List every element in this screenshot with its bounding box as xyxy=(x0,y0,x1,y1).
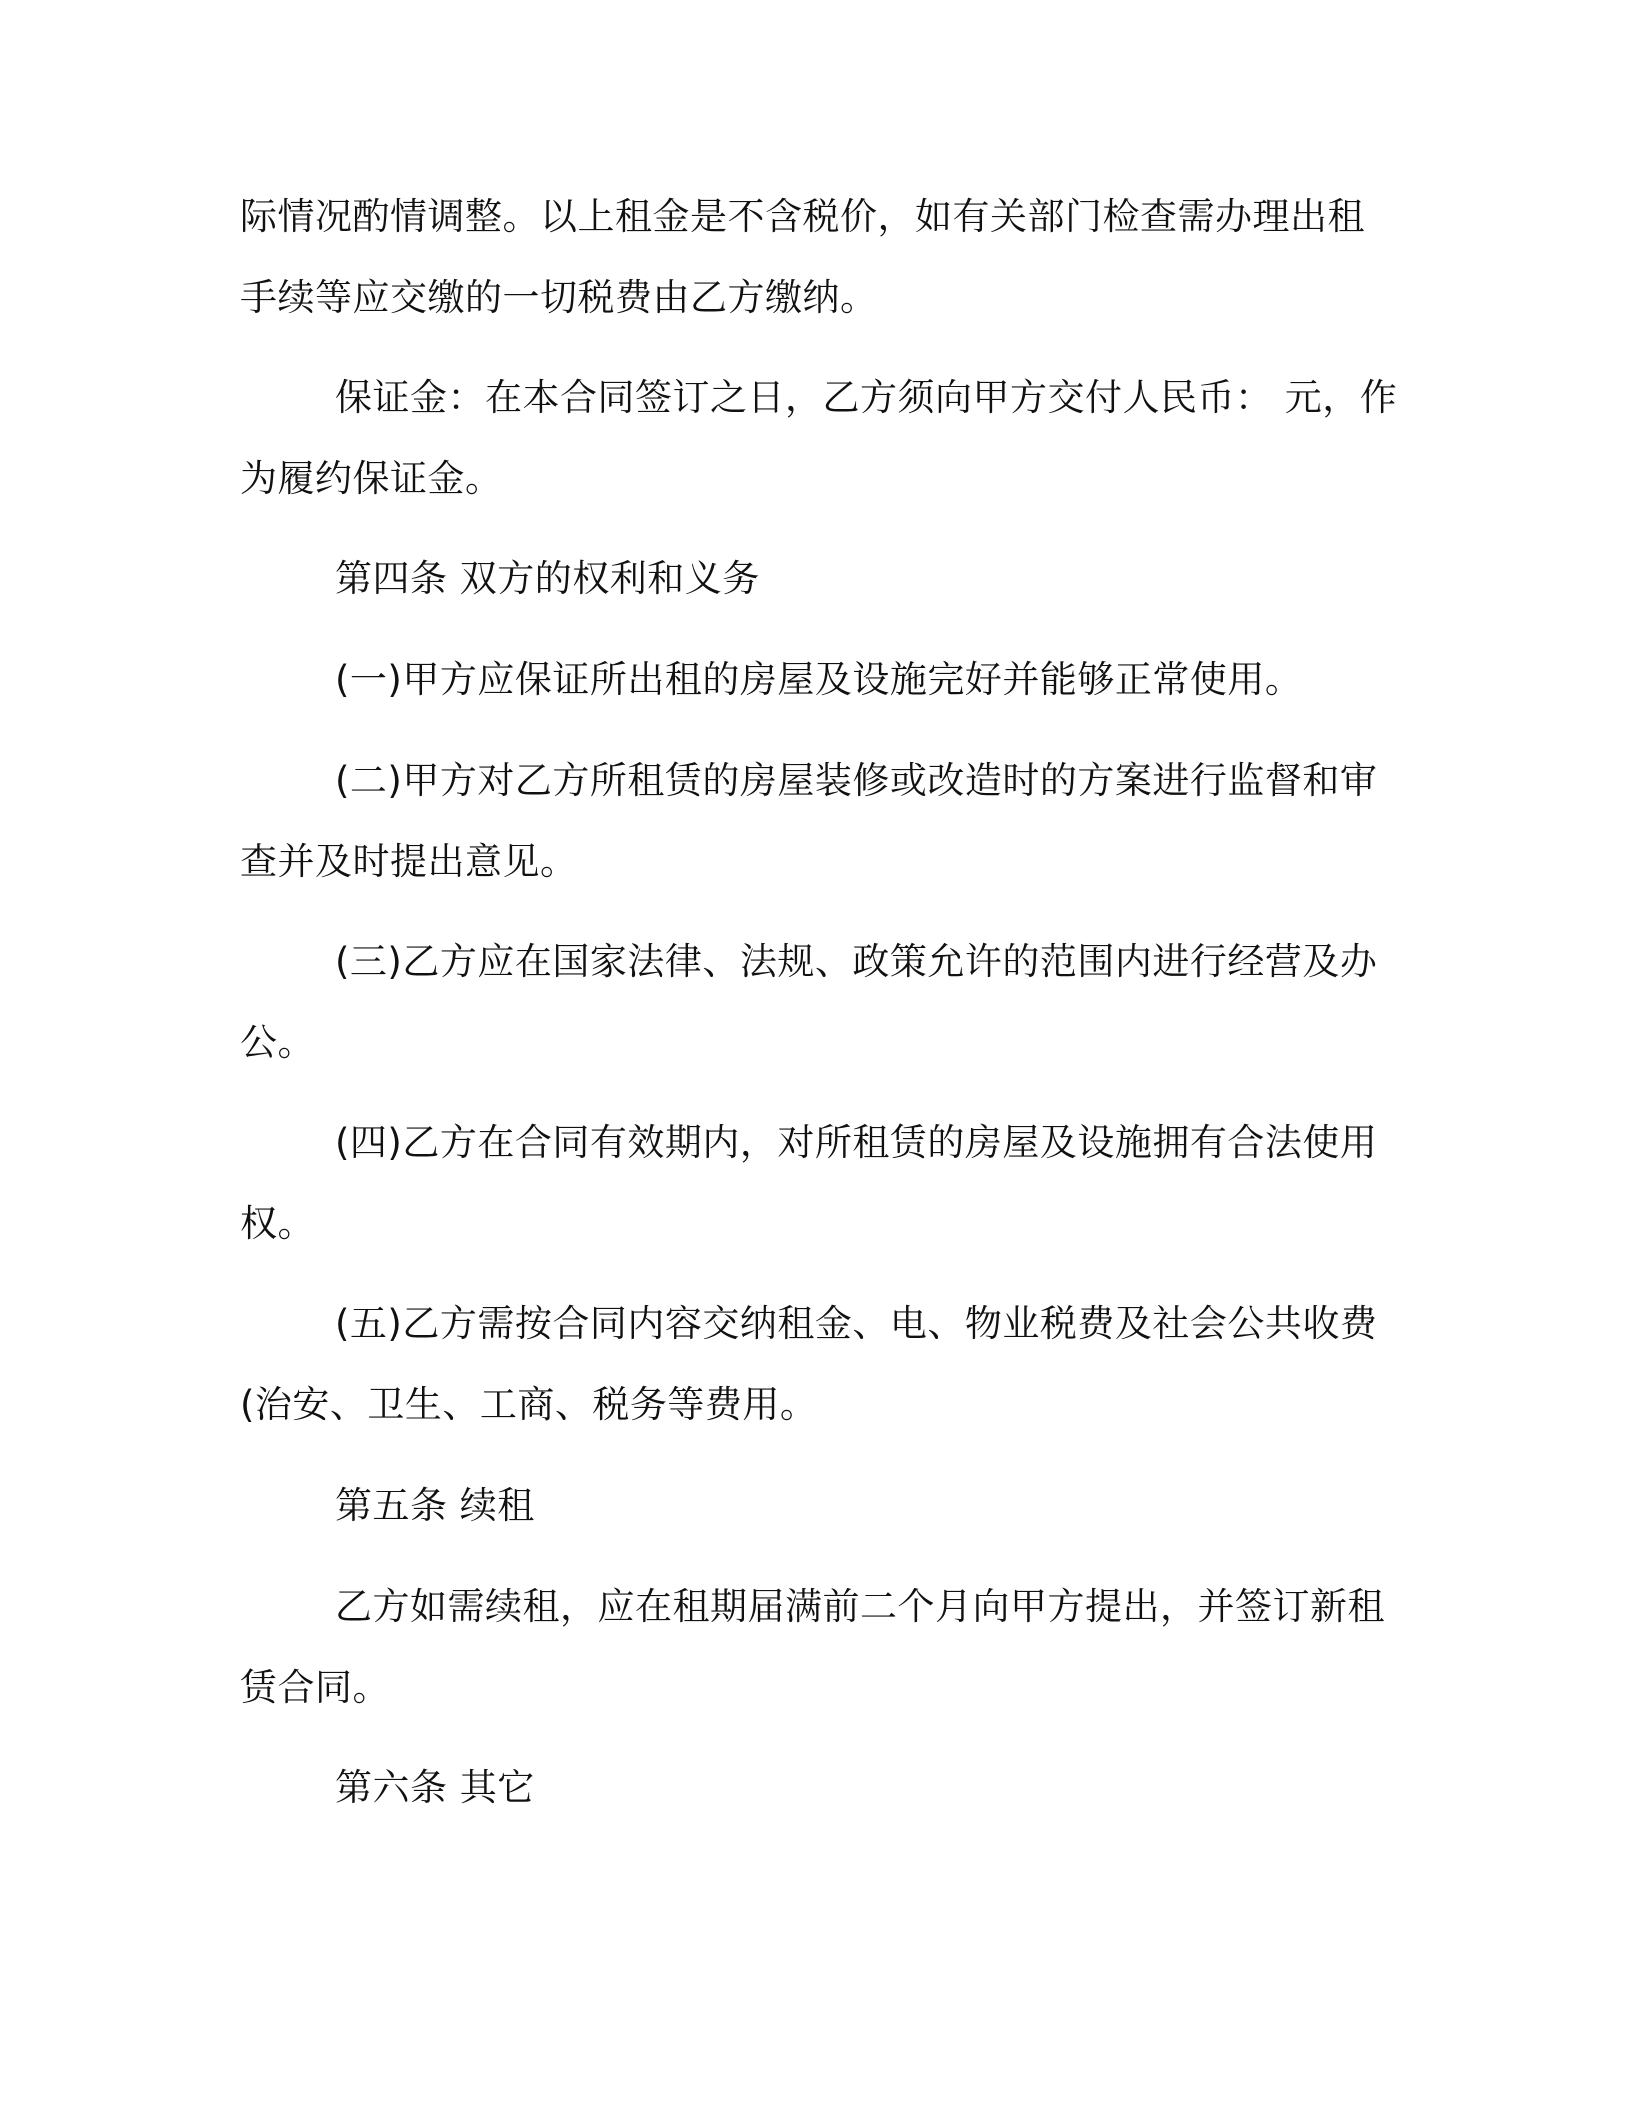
paragraph-rent-tax xyxy=(240,176,1380,338)
text-line: 第六条 其它 xyxy=(335,1766,535,1809)
text-line: 为履约保证金。 xyxy=(240,457,503,500)
clause-4-4 xyxy=(240,1102,1380,1264)
article-6-heading xyxy=(240,1747,1380,1828)
clause-4-3 xyxy=(240,921,1380,1083)
text-line: (一)甲方应保证所出租的房屋及设施完好并能够正常使用。 xyxy=(335,658,1303,701)
text-line: 际情况酌情调整。以上租金是不含税价，如有关部门检查需办理出租 xyxy=(240,195,1365,238)
paragraph-deposit xyxy=(240,357,1398,519)
text-line: 查并及时提出意见。 xyxy=(240,840,578,883)
clause-4-1 xyxy=(240,639,1380,720)
text-line: 公。 xyxy=(240,1021,315,1064)
text-line: 保证金：在本合同签订之日，乙方须向甲方交付人民币： 元，作 xyxy=(335,376,1398,419)
text-line: (三)乙方应在国家法律、法规、政策允许的范围内进行经营及办 xyxy=(335,940,1378,983)
text-line: (四)乙方在合同有效期内，对所租赁的房屋及设施拥有合法使用 xyxy=(335,1121,1378,1164)
text-line: 赁合同。 xyxy=(240,1666,390,1709)
article-4-heading xyxy=(240,538,1380,619)
clause-4-2 xyxy=(240,740,1380,902)
text-line: (治安、卫生、工商、税务等费用。 xyxy=(240,1383,818,1426)
text-line: 第四条 双方的权利和义务 xyxy=(335,557,760,600)
text-line: 乙方如需续租，应在租期届满前二个月向甲方提出，并签订新租 xyxy=(335,1585,1385,1628)
text-line: (五)乙方需按合同内容交纳租金、电、物业税费及社会公共收费 xyxy=(335,1302,1378,1345)
text-line: 手续等应交缴的一切税费由乙方缴纳。 xyxy=(240,276,878,319)
text-line: 第五条 续租 xyxy=(335,1484,535,1527)
text-line: (二)甲方对乙方所租赁的房屋装修或改造时的方案进行监督和审 xyxy=(335,759,1378,802)
text-line: 权。 xyxy=(240,1202,315,1245)
article-5-heading xyxy=(240,1465,1380,1546)
paragraph-renewal xyxy=(240,1566,1385,1728)
clause-4-5 xyxy=(240,1283,1380,1445)
